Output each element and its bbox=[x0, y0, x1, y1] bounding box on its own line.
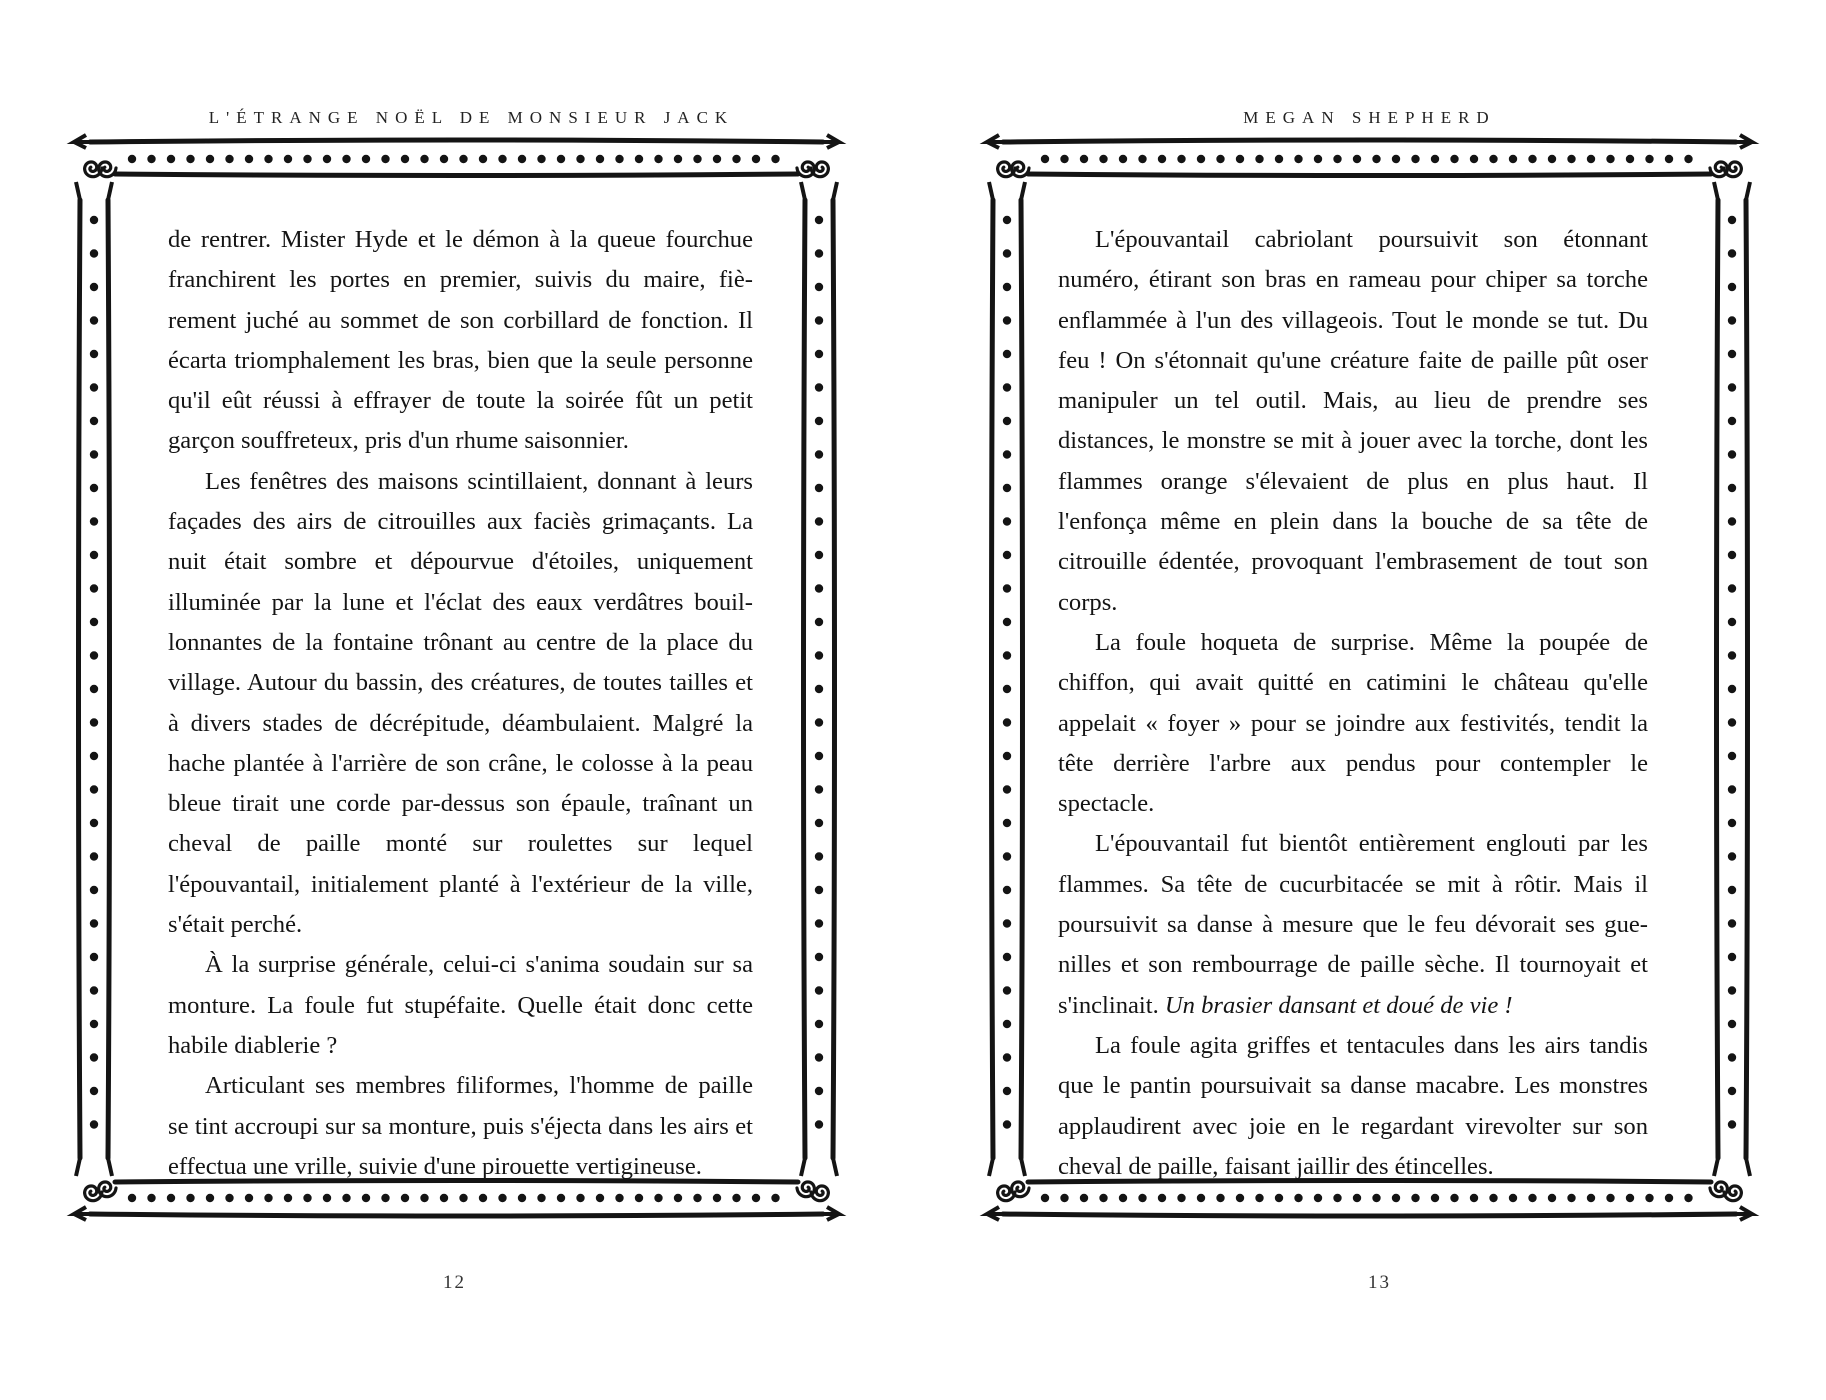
border-dot bbox=[90, 852, 98, 860]
border-dot bbox=[90, 383, 98, 391]
border-dot bbox=[815, 484, 823, 492]
border-dot bbox=[1665, 155, 1673, 163]
border-dot bbox=[1119, 155, 1127, 163]
border-dot bbox=[815, 785, 823, 793]
border-dot bbox=[815, 1087, 823, 1095]
italic-phrase: Un brasier dansant et doué de vie ! bbox=[1164, 991, 1513, 1019]
border-dot bbox=[1099, 1194, 1107, 1202]
border-dot bbox=[90, 417, 98, 425]
running-head-author: MEGAN SHEPHERD bbox=[1243, 108, 1496, 127]
border-dot bbox=[1728, 1120, 1736, 1128]
border-dot bbox=[815, 685, 823, 693]
border-dot bbox=[1728, 953, 1736, 961]
border-dot bbox=[90, 484, 98, 492]
border-dot bbox=[1411, 1194, 1419, 1202]
border-dot bbox=[815, 316, 823, 324]
border-dot bbox=[1041, 155, 1049, 163]
border-dot bbox=[1353, 155, 1361, 163]
border-dot bbox=[1548, 1194, 1556, 1202]
border-dot bbox=[1333, 1194, 1341, 1202]
arrow-tip-ornament bbox=[1734, 1207, 1752, 1220]
arrow-tip-ornament bbox=[801, 1158, 837, 1176]
border-dot bbox=[1003, 417, 1011, 425]
border-dot bbox=[1294, 1194, 1302, 1202]
border-dot bbox=[1645, 1194, 1653, 1202]
border-dot bbox=[90, 752, 98, 760]
border-dot bbox=[323, 1194, 331, 1202]
border-dot bbox=[596, 1194, 604, 1202]
border-dot bbox=[1567, 1194, 1575, 1202]
running-head-book-title: L'ÉTRANGE NOËL DE MONSIEUR JACK bbox=[208, 108, 735, 127]
border-dot bbox=[1275, 155, 1283, 163]
border-dot bbox=[303, 155, 311, 163]
border-dot bbox=[90, 517, 98, 525]
arrow-tip-ornament bbox=[989, 1158, 1025, 1176]
border-dot bbox=[596, 155, 604, 163]
border-dot bbox=[264, 155, 272, 163]
border-dot bbox=[654, 155, 662, 163]
border-dot bbox=[1003, 517, 1011, 525]
border-dot bbox=[1003, 785, 1011, 793]
border-dot bbox=[1392, 1194, 1400, 1202]
arrow-tip-ornament bbox=[76, 1158, 112, 1176]
border-dot bbox=[815, 249, 823, 257]
border-dot bbox=[1236, 155, 1244, 163]
border-dot bbox=[342, 155, 350, 163]
border-dot bbox=[1003, 249, 1011, 257]
border-dot bbox=[1255, 155, 1263, 163]
border-dot bbox=[440, 1194, 448, 1202]
border-dot bbox=[1728, 886, 1736, 894]
border-dot bbox=[264, 1194, 272, 1202]
border-dot bbox=[1450, 155, 1458, 163]
arrow-tip-ornament bbox=[821, 135, 839, 148]
border-rail bbox=[79, 200, 81, 1158]
border-dot bbox=[1728, 919, 1736, 927]
border-dot bbox=[1431, 155, 1439, 163]
border-dot bbox=[815, 919, 823, 927]
body-text bbox=[168, 220, 753, 1187]
border-rail bbox=[90, 140, 823, 142]
border-dot bbox=[90, 249, 98, 257]
border-dot bbox=[1728, 618, 1736, 626]
border-dot bbox=[1003, 953, 1011, 961]
page-number-text: 13 bbox=[1368, 1272, 1391, 1293]
border-rail bbox=[115, 174, 798, 176]
border-dot bbox=[128, 1194, 136, 1202]
border-dot bbox=[1041, 1194, 1049, 1202]
border-dot bbox=[1728, 283, 1736, 291]
border-dot bbox=[713, 155, 721, 163]
border-dot bbox=[1333, 155, 1341, 163]
arrow-tip-ornament bbox=[821, 1207, 839, 1220]
border-dot bbox=[654, 1194, 662, 1202]
border-dot bbox=[752, 155, 760, 163]
border-dot bbox=[815, 551, 823, 559]
border-dot bbox=[90, 216, 98, 224]
border-dot bbox=[1003, 852, 1011, 860]
border-dot bbox=[1509, 155, 1517, 163]
border-dot bbox=[576, 1194, 584, 1202]
border-dot bbox=[1003, 1053, 1011, 1061]
page-number-text: 12 bbox=[443, 1272, 466, 1293]
paragraph: À la surprise générale, celui-ci s'anima soudain sur sa monture. La foule fut stupéfaite. Quelle était donc cette habile diablerie ? bbox=[168, 951, 753, 1059]
border-dot bbox=[1606, 1194, 1614, 1202]
border-dot bbox=[1567, 155, 1575, 163]
border-dot bbox=[498, 155, 506, 163]
border-dot bbox=[225, 1194, 233, 1202]
paragraph: La foule agita griffes et tentacules dans les airs tandis que le pantin poursuivait sa danse macabre. Les monstres applaudirent avec joie en le regardant virevolter sur son cheval de paille, faisant jaillir des étincelles. bbox=[1058, 1031, 1648, 1180]
border-dot bbox=[1138, 155, 1146, 163]
border-dot bbox=[1003, 886, 1011, 894]
border-dot bbox=[1138, 1194, 1146, 1202]
border-dot bbox=[1353, 1194, 1361, 1202]
border-dot bbox=[1728, 417, 1736, 425]
border-dot bbox=[1003, 986, 1011, 994]
border-dot bbox=[90, 618, 98, 626]
border-dot bbox=[557, 1194, 565, 1202]
border-dot bbox=[615, 155, 623, 163]
border-dot bbox=[440, 155, 448, 163]
border-dot bbox=[815, 819, 823, 827]
border-dot bbox=[362, 1194, 370, 1202]
border-dot bbox=[323, 155, 331, 163]
border-dot bbox=[90, 785, 98, 793]
border-dot bbox=[576, 155, 584, 163]
border-dot bbox=[284, 155, 292, 163]
border-dot bbox=[206, 1194, 214, 1202]
border-dot bbox=[1314, 1194, 1322, 1202]
border-dot bbox=[1728, 685, 1736, 693]
border-dot bbox=[1728, 819, 1736, 827]
border-dot bbox=[1509, 1194, 1517, 1202]
border-dot bbox=[459, 155, 467, 163]
border-dot bbox=[1728, 785, 1736, 793]
border-dot bbox=[1158, 155, 1166, 163]
border-dot bbox=[771, 155, 779, 163]
border-dot bbox=[401, 1194, 409, 1202]
border-dot bbox=[90, 1120, 98, 1128]
border-dot bbox=[90, 953, 98, 961]
border-dot bbox=[1470, 155, 1478, 163]
border-dot bbox=[1177, 155, 1185, 163]
border-dot bbox=[815, 986, 823, 994]
arrow-tip-ornament bbox=[74, 135, 92, 148]
border-dot bbox=[420, 1194, 428, 1202]
border-dot bbox=[557, 155, 565, 163]
border-dot bbox=[459, 1194, 467, 1202]
border-rail bbox=[804, 200, 806, 1158]
border-dot bbox=[815, 584, 823, 592]
border-dot bbox=[815, 852, 823, 860]
border-dot bbox=[1684, 155, 1692, 163]
border-dot bbox=[167, 1194, 175, 1202]
border-dot bbox=[1060, 155, 1068, 163]
border-dot bbox=[479, 1194, 487, 1202]
border-dot bbox=[1003, 316, 1011, 324]
border-dot bbox=[245, 155, 253, 163]
border-dot bbox=[1728, 383, 1736, 391]
border-dot bbox=[401, 155, 409, 163]
border-dot bbox=[1216, 155, 1224, 163]
border-dot bbox=[1003, 1087, 1011, 1095]
border-dot bbox=[1158, 1194, 1166, 1202]
border-dot bbox=[1728, 249, 1736, 257]
border-dot bbox=[1470, 1194, 1478, 1202]
body-text bbox=[1058, 220, 1648, 1187]
border-dot bbox=[815, 886, 823, 894]
border-rail bbox=[1028, 174, 1711, 176]
border-dot bbox=[90, 651, 98, 659]
border-dot bbox=[518, 155, 526, 163]
border-dot bbox=[815, 618, 823, 626]
border-dot bbox=[90, 718, 98, 726]
border-rail bbox=[108, 200, 110, 1158]
border-dot bbox=[1587, 1194, 1595, 1202]
border-dot bbox=[90, 1087, 98, 1095]
border-rail bbox=[1021, 200, 1023, 1158]
border-dot bbox=[1099, 155, 1107, 163]
border-dot bbox=[90, 584, 98, 592]
border-dot bbox=[635, 1194, 643, 1202]
border-dot bbox=[1728, 852, 1736, 860]
border-dot bbox=[90, 551, 98, 559]
border-dot bbox=[815, 383, 823, 391]
border-dot bbox=[225, 155, 233, 163]
paragraph-text: L'épouvantail fut bientôt entièrement englouti par les flammes. Sa tête de cucurbitacée se mit à rôtir. Mais il poursuivit sa danse à mesure que le feu dévorait ses guenilles et son rembourrage de paille sèche. Il tournoyait et s'inclinait. bbox=[1058, 830, 1648, 1019]
border-dot bbox=[1665, 1194, 1673, 1202]
border-dot bbox=[206, 155, 214, 163]
border-dot bbox=[90, 919, 98, 927]
paragraph: Les fenêtres des maisons scintillaient, donnant à leurs façades des airs de citrouilles aux faciès grimaçants. La nuit était sombre et dépourvue d'étoiles, uniquement illuminée par la lune et l'éclat des eaux verdâtres bouillonnantes de la fontaine trônant au centre de la place du village. Autour du bassin, des créatures, de toutes tailles et à divers stades de décrépitude, déambulaient. Malgré la hache plantée à l'arrière de son crâne, le colosse à la peau bleue tirait une corde par-dessus son épaule, traînant un cheval de paille monté sur roulettes sur lequel l'épouvantail, initialement planté à l'extérieur de la ville, s'était perché. bbox=[168, 467, 753, 939]
border-dot bbox=[815, 1053, 823, 1061]
border-dot bbox=[1728, 752, 1736, 760]
border-dot bbox=[1003, 216, 1011, 224]
border-dot bbox=[1080, 1194, 1088, 1202]
border-dot bbox=[1003, 752, 1011, 760]
border-dot bbox=[537, 1194, 545, 1202]
border-dot bbox=[1003, 450, 1011, 458]
arrow-tip-ornament bbox=[1734, 135, 1752, 148]
border-dot bbox=[1450, 1194, 1458, 1202]
border-dot bbox=[1119, 1194, 1127, 1202]
border-dot bbox=[1528, 155, 1536, 163]
border-dot bbox=[303, 1194, 311, 1202]
border-dot bbox=[732, 1194, 740, 1202]
border-dot bbox=[479, 155, 487, 163]
border-dot bbox=[1431, 1194, 1439, 1202]
border-dot bbox=[1728, 450, 1736, 458]
border-rail bbox=[1746, 200, 1748, 1158]
border-dot bbox=[1728, 216, 1736, 224]
border-dot bbox=[752, 1194, 760, 1202]
border-rail bbox=[1003, 1214, 1736, 1216]
border-dot bbox=[815, 350, 823, 358]
border-dot bbox=[815, 752, 823, 760]
border-dot bbox=[90, 1053, 98, 1061]
border-dot bbox=[713, 1194, 721, 1202]
border-dot bbox=[1728, 350, 1736, 358]
border-dot bbox=[90, 1020, 98, 1028]
border-dot bbox=[186, 1194, 194, 1202]
border-rail bbox=[90, 1214, 823, 1216]
border-dot bbox=[815, 517, 823, 525]
border-dot bbox=[815, 283, 823, 291]
border-dot bbox=[90, 350, 98, 358]
border-dot bbox=[815, 1120, 823, 1128]
border-rail bbox=[833, 200, 835, 1158]
paragraph: de rentrer. Mister Hyde et le démon à la queue fourchue franchirent les portes en premier, suivis du maire, fièrement juché au sommet de son corbillard de fonction. Il écarta triomphalement les bras, bien que la seule personne qu'il eût réussi à effrayer de toute la soirée fût un petit garçon souffreteux, pris d'un rhume saisonnier. bbox=[168, 226, 753, 455]
border-rail bbox=[1003, 140, 1736, 142]
border-dot bbox=[815, 216, 823, 224]
border-dot bbox=[90, 819, 98, 827]
paragraph: Articulant ses membres filiformes, l'homme de paille se tint accroupi sur sa monture, puis s'éjecta dans les airs et effectua une vrille, suivie d'une pirouette vertigineuse. bbox=[168, 1072, 753, 1180]
border-dot bbox=[518, 1194, 526, 1202]
border-dot bbox=[1728, 316, 1736, 324]
border-dot bbox=[815, 953, 823, 961]
border-dot bbox=[1294, 155, 1302, 163]
border-dot bbox=[284, 1194, 292, 1202]
border-dot bbox=[1003, 618, 1011, 626]
border-dot bbox=[1411, 155, 1419, 163]
border-dot bbox=[1728, 651, 1736, 659]
arrow-tip-ornament bbox=[1714, 1158, 1750, 1176]
border-dot bbox=[1003, 685, 1011, 693]
arrow-tip-ornament bbox=[76, 182, 112, 200]
border-rail bbox=[992, 200, 994, 1158]
border-dot bbox=[771, 1194, 779, 1202]
border-dot bbox=[1548, 155, 1556, 163]
paragraph: La foule hoqueta de surprise. Même la poupée de chiffon, qui avait quitté en catimini le château qu'elle appelait « foyer » pour se joindre aux festivités, tendit la tête derrière l'arbre aux pendus pour contempler le spectacle. bbox=[1058, 628, 1648, 818]
border-dot bbox=[167, 155, 175, 163]
border-dot bbox=[1003, 718, 1011, 726]
paragraph: L'épouvantail cabriolant poursuivit son étonnant numéro, étirant son bras en rameau pour chiper sa torche enflammée à l'un des villageois. Tout le monde se tut. Du feu ! On s'étonnait qu'une créature faite de paille pût oser manipuler un tel outil. Mais, au lieu de prendre ses distances, le monstre se mit à jouer avec la torche, dont les flammes orange s'élevaient de plus en plus haut. Il l'enfonça même en plein dans la bouche de sa tête de citrouille édentée, provoquant l'embrasement de tout son corps. bbox=[1058, 226, 1648, 616]
border-dot bbox=[1728, 484, 1736, 492]
border-dot bbox=[693, 155, 701, 163]
right-page bbox=[913, 0, 1826, 1400]
border-dot bbox=[1728, 551, 1736, 559]
border-rail bbox=[1717, 200, 1719, 1158]
border-dot bbox=[1728, 718, 1736, 726]
arrow-tip-ornament bbox=[987, 1207, 1005, 1220]
border-dot bbox=[1003, 383, 1011, 391]
border-dot bbox=[1003, 819, 1011, 827]
border-dot bbox=[1728, 584, 1736, 592]
border-dot bbox=[1489, 155, 1497, 163]
border-dot bbox=[635, 155, 643, 163]
border-dot bbox=[1728, 1053, 1736, 1061]
border-dot bbox=[1372, 155, 1380, 163]
border-dot bbox=[1372, 1194, 1380, 1202]
border-dot bbox=[381, 1194, 389, 1202]
border-dot bbox=[245, 1194, 253, 1202]
border-dot bbox=[732, 155, 740, 163]
border-dot bbox=[815, 718, 823, 726]
border-dot bbox=[90, 886, 98, 894]
border-dot bbox=[90, 316, 98, 324]
border-dot bbox=[1728, 986, 1736, 994]
border-dot bbox=[1003, 1120, 1011, 1128]
border-dot bbox=[1197, 1194, 1205, 1202]
border-dot bbox=[498, 1194, 506, 1202]
border-dot bbox=[1216, 1194, 1224, 1202]
border-dot bbox=[128, 155, 136, 163]
border-dot bbox=[1626, 155, 1634, 163]
border-dot bbox=[90, 986, 98, 994]
border-dot bbox=[420, 155, 428, 163]
border-dot bbox=[815, 1020, 823, 1028]
border-dot bbox=[1255, 1194, 1263, 1202]
border-dot bbox=[186, 155, 194, 163]
border-dot bbox=[1177, 1194, 1185, 1202]
border-dot bbox=[362, 155, 370, 163]
border-dot bbox=[1314, 155, 1322, 163]
border-dot bbox=[1003, 551, 1011, 559]
border-dot bbox=[1003, 350, 1011, 358]
border-dot bbox=[1197, 155, 1205, 163]
border-dot bbox=[147, 1194, 155, 1202]
arrow-tip-ornament bbox=[1714, 182, 1750, 200]
border-dot bbox=[1003, 919, 1011, 927]
border-dot bbox=[1003, 651, 1011, 659]
border-dot bbox=[815, 450, 823, 458]
border-dot bbox=[1626, 1194, 1634, 1202]
border-dot bbox=[90, 283, 98, 291]
border-dot bbox=[1003, 484, 1011, 492]
arrow-tip-ornament bbox=[801, 182, 837, 200]
border-dot bbox=[1728, 1087, 1736, 1095]
border-dot bbox=[674, 155, 682, 163]
border-dot bbox=[1275, 1194, 1283, 1202]
border-dot bbox=[1236, 1194, 1244, 1202]
border-dot bbox=[90, 685, 98, 693]
border-dot bbox=[815, 417, 823, 425]
border-dot bbox=[147, 155, 155, 163]
border-dot bbox=[381, 155, 389, 163]
border-dot bbox=[1003, 283, 1011, 291]
border-dot bbox=[1728, 1020, 1736, 1028]
border-dot bbox=[1489, 1194, 1497, 1202]
border-dot bbox=[1392, 155, 1400, 163]
border-dot bbox=[1645, 155, 1653, 163]
border-dot bbox=[342, 1194, 350, 1202]
border-dot bbox=[1060, 1194, 1068, 1202]
border-dot bbox=[1080, 155, 1088, 163]
arrow-tip-ornament bbox=[74, 1207, 92, 1220]
border-dot bbox=[1684, 1194, 1692, 1202]
arrow-tip-ornament bbox=[989, 182, 1025, 200]
border-dot bbox=[1003, 1020, 1011, 1028]
border-dot bbox=[1728, 517, 1736, 525]
border-dot bbox=[1528, 1194, 1536, 1202]
border-dot bbox=[537, 155, 545, 163]
border-dot bbox=[815, 651, 823, 659]
border-dot bbox=[1003, 584, 1011, 592]
border-dot bbox=[693, 1194, 701, 1202]
border-dot bbox=[90, 450, 98, 458]
border-dot bbox=[615, 1194, 623, 1202]
border-dot bbox=[1587, 155, 1595, 163]
paragraph bbox=[1058, 824, 1648, 1025]
border-dot bbox=[674, 1194, 682, 1202]
arrow-tip-ornament bbox=[987, 135, 1005, 148]
border-dot bbox=[1606, 155, 1614, 163]
